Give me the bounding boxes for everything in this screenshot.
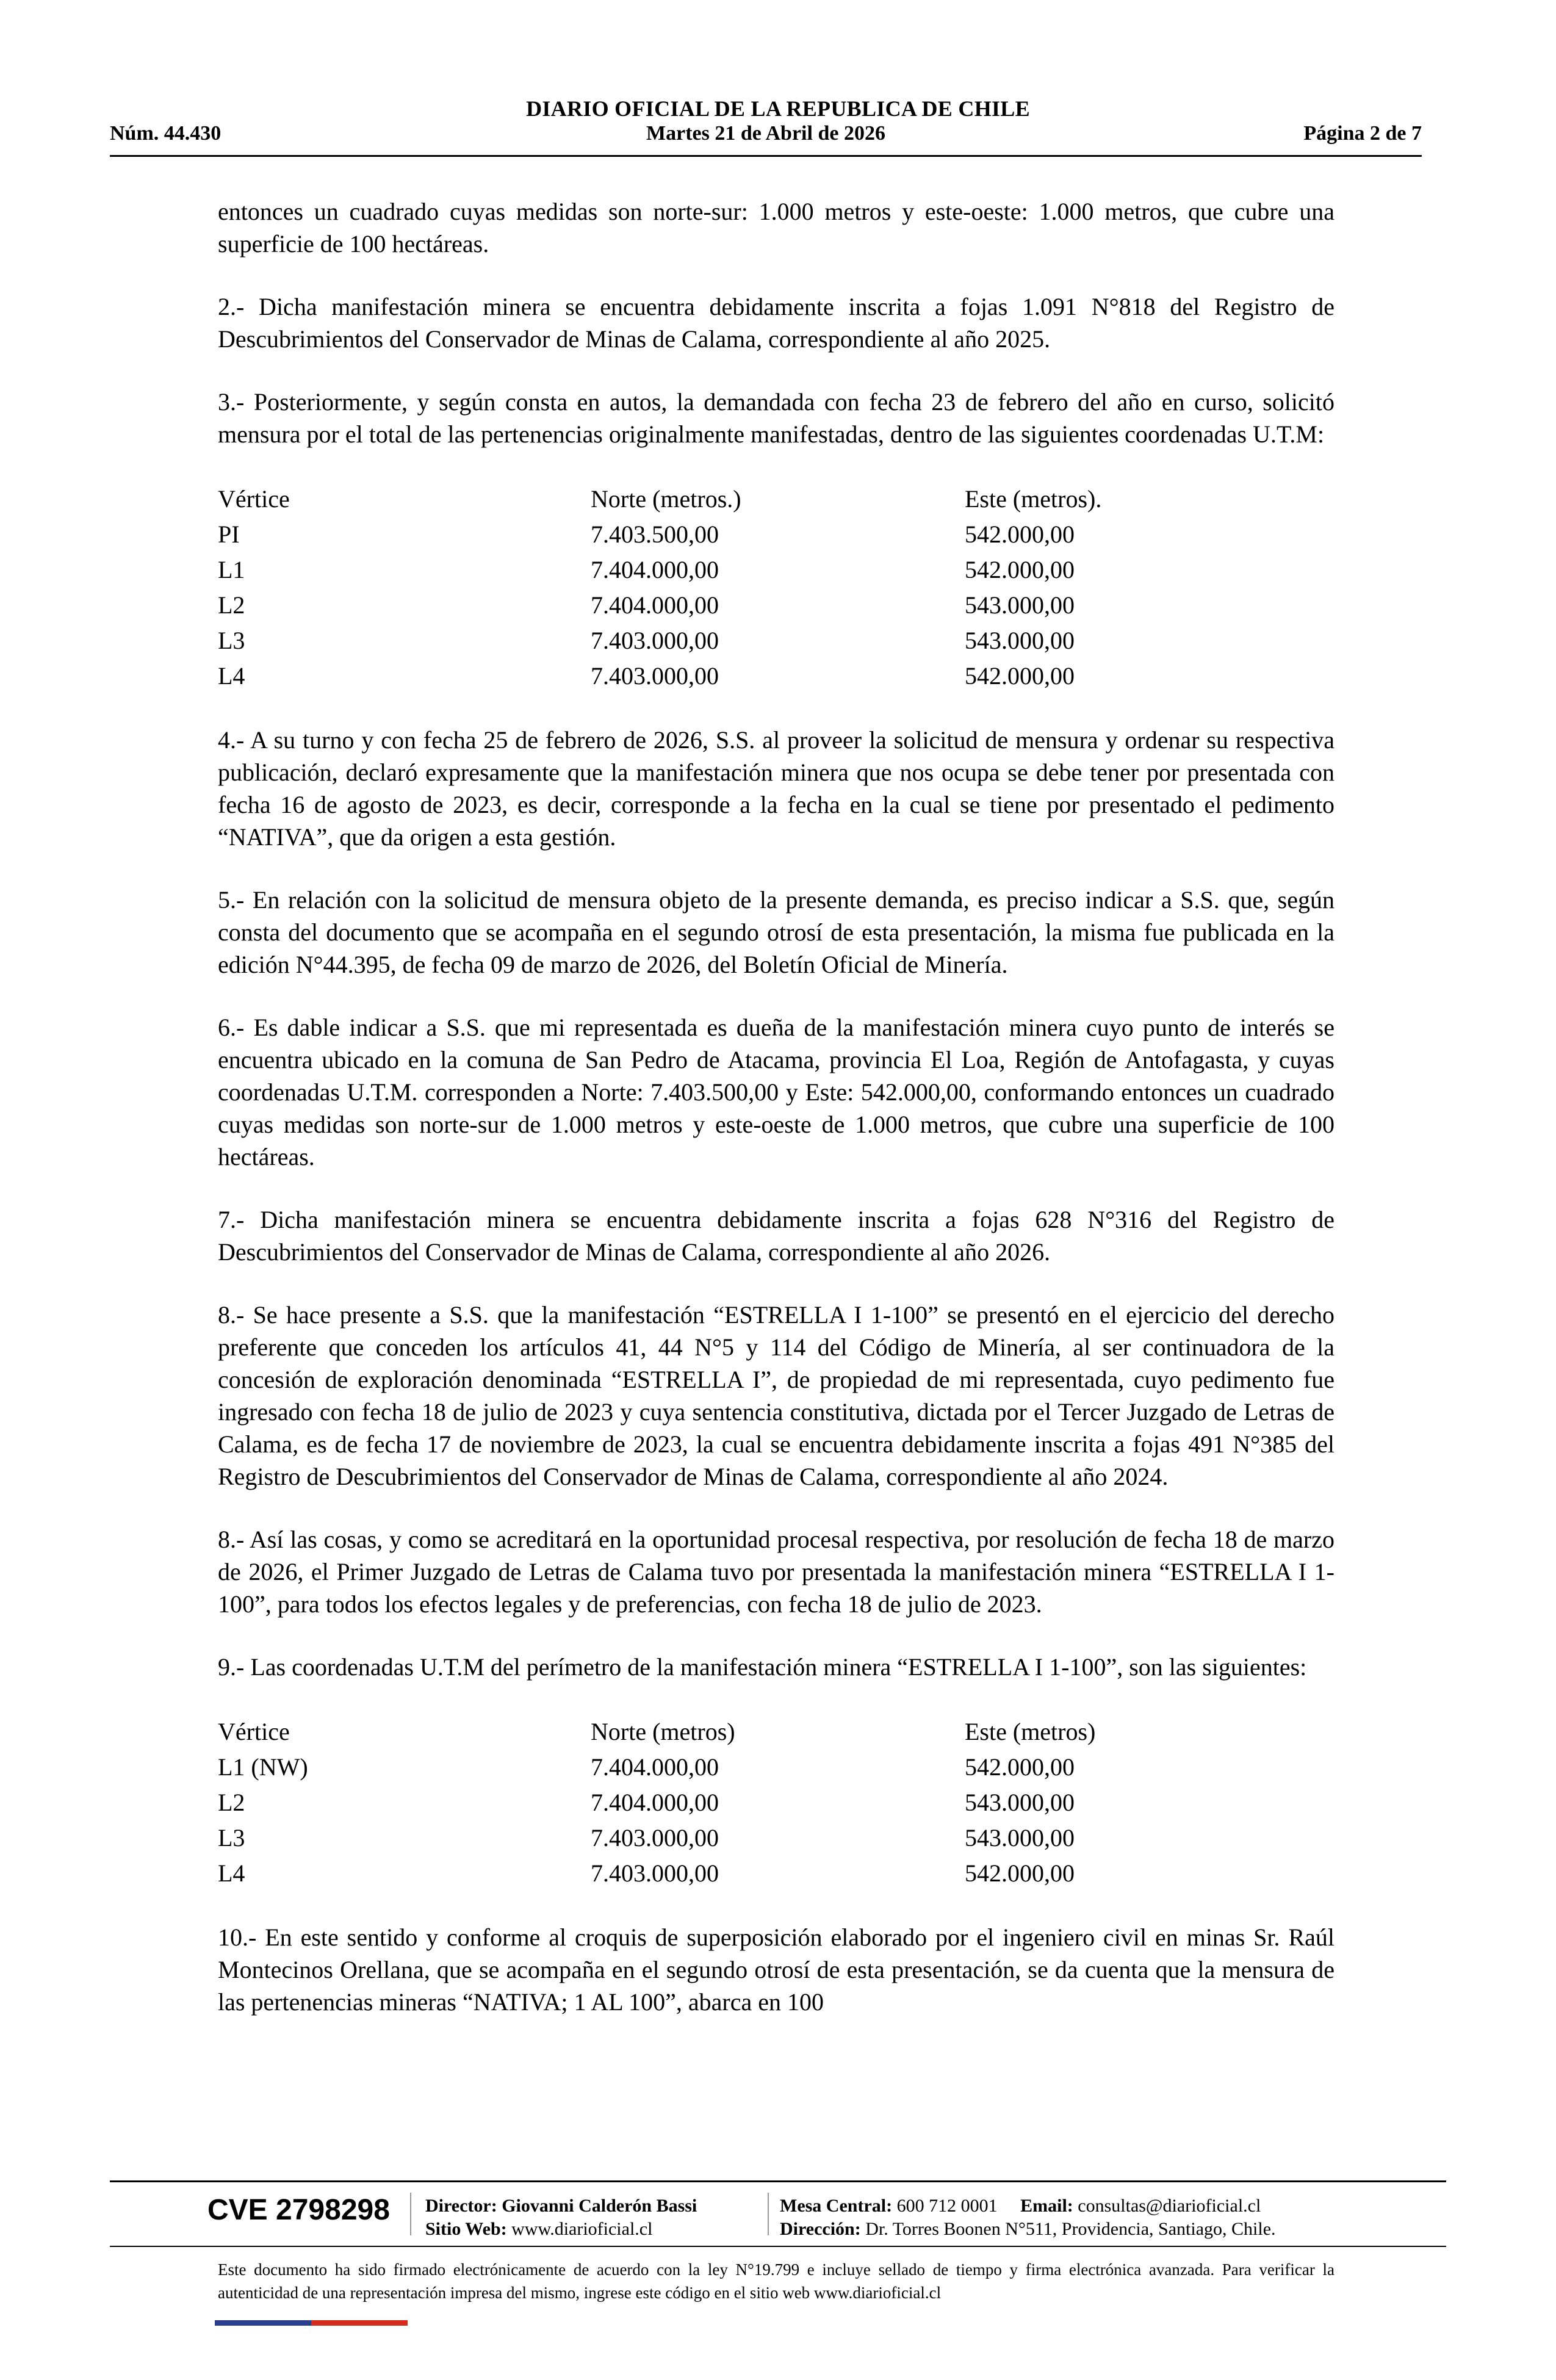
- mesa-label: Mesa Central:: [780, 2196, 893, 2216]
- table-row: [218, 516, 1331, 552]
- table-row: [218, 622, 1331, 658]
- table-header-row: [218, 1714, 1331, 1749]
- website-line: [425, 2218, 697, 2241]
- table-row: [218, 1855, 1331, 1891]
- table-cell: 7.404.000,00: [591, 555, 719, 583]
- table-row: [218, 1820, 1331, 1855]
- table-cell: 7.403.000,00: [591, 1823, 719, 1852]
- paragraph-9: 9.- Las coordenadas U.T.M del perímetro de la manifestación minera “ESTRELLA I 1-100”, son las siguientes:: [218, 1653, 1307, 1681]
- table-cell: L4: [218, 662, 245, 690]
- coordinates-table-estrella: [218, 1714, 1331, 1891]
- table-cell: 542.000,00: [965, 520, 1075, 548]
- table-row: [218, 658, 1331, 693]
- table-cell: 542.000,00: [965, 1859, 1075, 1887]
- paragraph-5: 5.- En relación con la solicitud de mensura objeto de la presente demanda, es preciso indicar a S.S. que, según consta del documento que se acompaña en el segundo otrosí de esta presentación, la misma fue publicada en la edición N°44.395, de fecha 09 de marzo de 2026, del Boletín Oficial de Minería.: [218, 886, 1334, 978]
- paragraph-4: 4.- A su turno y con fecha 25 de febrero de 2026, S.S. al proveer la solicitud de mensura y ordenar su respectiva publicación, declaró expresamente que la manifestación minera que nos ocupa se debe tener por presentada con fecha 16 de agosto de 2023, es decir, corresponde a la fecha en la cual se tiene por presentado el pedimento “NATIVA”, que da origen a esta gestión.: [218, 726, 1334, 851]
- table-cell: L1: [218, 555, 245, 583]
- table-cell: L3: [218, 626, 245, 654]
- table-cell: 543.000,00: [965, 1823, 1075, 1852]
- table-header-row: [218, 481, 1331, 516]
- website-link[interactable]: www.diarioficial.cl: [511, 2219, 653, 2239]
- paragraph-intro: entonces un cuadrado cuyas medidas son norte-sur: 1.000 metros y este-oeste: 1.000 metros, que cubre una superficie de 100 hectáreas.: [218, 198, 1334, 258]
- address-label: Dirección:: [780, 2219, 861, 2239]
- table-cell: L2: [218, 1788, 245, 1816]
- flag-red-segment: [311, 2320, 408, 2326]
- table-cell: 7.403.500,00: [591, 520, 719, 548]
- cve-code: CVE 2798298: [207, 2194, 390, 2226]
- table-cell: 7.403.000,00: [591, 662, 719, 690]
- electronic-signature-note: Este documento ha sido firmado electrónicamente de acuerdo con la ley N°19.799 e incluye sellado de tiempo y firma electrónica avanzada. Para verificar la autenticidad de una representación impresa del mismo, ingrese este código en el sitio web www.diarioficial.cl: [218, 2260, 1334, 2302]
- paragraph-3: 3.- Posteriormente, y según consta en autos, la demandada con fecha 23 de febrero del año en curso, solicitó mensura por el total de las pertenencias originalmente manifestadas, dentro de las siguientes coordenadas U.T.M:: [218, 388, 1334, 448]
- table-row: [218, 587, 1331, 622]
- column-header: Norte (metros): [591, 1717, 735, 1745]
- table-cell: 7.404.000,00: [591, 591, 719, 619]
- document-body: [218, 195, 1334, 2049]
- header-divider: [110, 155, 1422, 157]
- footer-divider-top: [110, 2180, 1446, 2182]
- issue-date: Martes 21 de Abril de 2026: [646, 122, 885, 145]
- email-link[interactable]: consultas@diarioficial.cl: [1078, 2196, 1261, 2216]
- director-name: Giovanni Calderón Bassi: [502, 2196, 697, 2216]
- footer-separator: [768, 2193, 769, 2235]
- column-header: Vértice: [218, 485, 290, 513]
- mesa-phone: 600 712 0001: [896, 2196, 998, 2216]
- footer-contact-block: [780, 2194, 1276, 2241]
- footer-director-block: [425, 2194, 697, 2241]
- table-cell: 542.000,00: [965, 1753, 1075, 1781]
- address-value: Dr. Torres Boonen N°511, Providencia, Santiago, Chile.: [865, 2219, 1276, 2239]
- column-header: Este (metros).: [965, 485, 1102, 513]
- table-cell: 543.000,00: [965, 1788, 1075, 1816]
- table-cell: L1 (NW): [218, 1753, 308, 1781]
- table-cell: 7.404.000,00: [591, 1753, 719, 1781]
- paragraph-6: 6.- Es dable indicar a S.S. que mi representada es dueña de la manifestación minera cuyo punto de interés se encuentra ubicado en la comuna de San Pedro de Atacama, provincia El Loa, Región de Antofagasta, y cuyas coordenadas U.T.M. corresponden a Norte: 7.403.500,00 y Este: 542.000,00, conformando entonces un cuadrado cuyas medidas son norte-sur de 1.000 metros y este-oeste de 1.000 metros, que cubre una superficie de 100 hectáreas.: [218, 1014, 1334, 1170]
- chile-flag-bar: [215, 2320, 408, 2326]
- table-row: [218, 1784, 1331, 1820]
- issue-number: Núm. 44.430: [110, 122, 222, 145]
- table-row: [218, 1749, 1331, 1784]
- flag-blue-segment: [215, 2320, 311, 2326]
- director-label: Director:: [425, 2196, 497, 2216]
- paragraph-10: 10.- En este sentido y conforme al croquis de superposición elaborado por el ingeniero civil en minas Sr. Raúl Montecinos Orellana, que se acompaña en el segundo otrosí de esta presentación, se da cuenta que la mensura de las pertenencias mineras “NATIVA; 1 AL 100”, abarca en 100: [218, 1924, 1334, 2016]
- table-cell: 7.403.000,00: [591, 626, 719, 654]
- table-cell: 542.000,00: [965, 555, 1075, 583]
- table-cell: 7.404.000,00: [591, 1788, 719, 1816]
- column-header: Norte (metros.): [591, 485, 741, 513]
- footer-separator: [410, 2193, 411, 2235]
- page-indicator: Página 2 de 7: [1303, 122, 1422, 145]
- newspaper-title: DIARIO OFICIAL DE LA REPUBLICA DE CHILE: [526, 96, 1030, 121]
- director-line: [425, 2194, 697, 2218]
- table-cell: 542.000,00: [965, 662, 1075, 690]
- paragraph-7: 7.- Dicha manifestación minera se encuentra debidamente inscrita a fojas 628 N°316 del Registro de Descubrimientos del Conservador de Minas de Calama, correspondiente al año 2026.: [218, 1206, 1334, 1266]
- table-row: [218, 552, 1331, 587]
- contact-line: [780, 2194, 1276, 2218]
- website-label: Sitio Web:: [425, 2219, 507, 2239]
- table-cell: PI: [218, 520, 240, 548]
- column-header: Vértice: [218, 1717, 290, 1745]
- footer-divider-mid: [110, 2246, 1446, 2247]
- table-cell: 543.000,00: [965, 626, 1075, 654]
- table-cell: 7.403.000,00: [591, 1859, 719, 1887]
- paragraph-8a: 8.- Se hace presente a S.S. que la manifestación “ESTRELLA I 1-100” se presentó en el ejercicio del derecho preferente que conceden los artículos 41, 44 N°5 y 114 del Código de Minería, al ser continuadora de la concesión de exploración denominada “ESTRELLA I”, de propiedad de mi representada, cuyo pedimento fue ingresado con fecha 18 de julio de 2023 y cuya sentencia constitutiva, dictada por el Tercer Juzgado de Letras de Calama, es de fecha 17 de noviembre de 2023, la cual se encuentra debidamente inscrita a fojas 491 N°385 del Registro de Descubrimientos del Conservador de Minas de Calama, correspondiente al año 2024.: [218, 1301, 1334, 1490]
- coordinates-table-mensura: [218, 481, 1331, 693]
- table-cell: L3: [218, 1823, 245, 1852]
- paragraph-8b: 8.- Así las cosas, y como se acreditará en la oportunidad procesal respectiva, por resolución de fecha 18 de marzo de 2026, el Primer Juzgado de Letras de Calama tuvo por presentada la manifestación minera “ESTRELLA I 1-100”, para todos los efectos legales y de preferencias, con fecha 18 de julio de 2023.: [218, 1526, 1334, 1618]
- column-header: Este (metros): [965, 1717, 1096, 1745]
- table-cell: 543.000,00: [965, 591, 1075, 619]
- address-line: [780, 2218, 1276, 2241]
- email-label: Email:: [1020, 2196, 1073, 2216]
- table-cell: L4: [218, 1859, 245, 1887]
- table-cell: L2: [218, 591, 245, 619]
- paragraph-2: 2.- Dicha manifestación minera se encuentra debidamente inscrita a fojas 1.091 N°818 del Registro de Descubrimientos del Conservador de Minas de Calama, correspondiente al año 2025.: [218, 293, 1334, 353]
